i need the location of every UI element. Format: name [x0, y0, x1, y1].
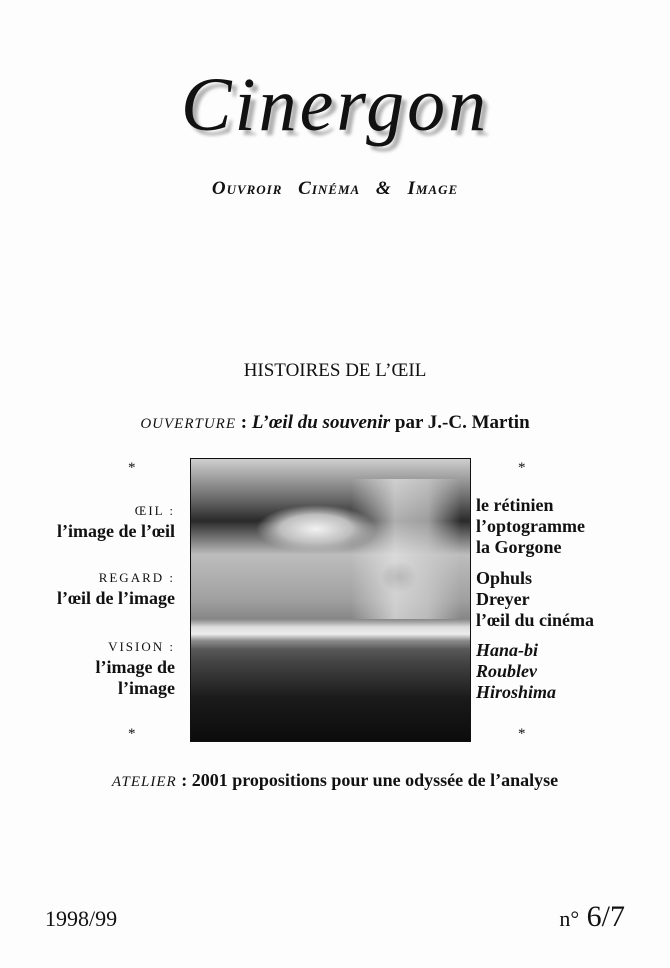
right-group-3	[476, 640, 556, 703]
article-title: Ophuls	[476, 568, 533, 588]
section-vision	[96, 636, 175, 699]
right-group-1	[476, 495, 585, 558]
separator-star: *	[128, 726, 136, 742]
issue-prefix: n°	[559, 906, 580, 931]
cover-photo-eye	[190, 458, 471, 742]
magazine-subtitle: Ouvroir Cinéma & Image	[211, 178, 459, 199]
ouverture-title: L’œil du souvenir	[251, 412, 391, 433]
issue-theme: HISTOIRES DE L’ŒIL	[243, 360, 427, 381]
atelier-label: ATELIER	[111, 774, 177, 790]
magazine-logo: Cinergon	[180, 63, 490, 147]
article-title: l’œil du cinéma	[476, 610, 595, 630]
ouverture-sep: :	[236, 412, 252, 433]
article-title: Dreyer	[476, 589, 530, 609]
article-title: le rétinien	[476, 495, 554, 515]
ouverture-label: OUVERTURE	[140, 416, 236, 432]
right-group-2	[476, 568, 594, 631]
section-label: REGARD :	[98, 570, 175, 585]
issue-year: 1998/99	[45, 906, 118, 931]
article-title: Hiroshima	[476, 682, 557, 702]
issue-value: 6/7	[586, 900, 625, 933]
section-regard	[57, 567, 175, 609]
article-title: la Gorgone	[476, 537, 562, 557]
issue-number	[559, 900, 625, 934]
article-title: l’optogramme	[476, 516, 585, 536]
article-title: Roublev	[476, 661, 537, 681]
separator-star: *	[518, 460, 526, 476]
section-line: l’image de l’œil	[57, 521, 175, 541]
section-oeil	[57, 500, 175, 542]
ouverture-author: par J.-C. Martin	[390, 412, 530, 433]
article-title: Hana-bi	[476, 640, 539, 660]
separator-star: *	[518, 726, 526, 742]
section-line: l’image	[118, 678, 175, 698]
section-line: l’image de	[95, 657, 175, 677]
separator-star: *	[128, 460, 136, 476]
atelier-line	[0, 770, 670, 791]
ouverture-line	[0, 412, 670, 434]
section-label: VISION :	[108, 639, 175, 654]
section-label: ŒIL :	[134, 503, 175, 518]
atelier-sep: :	[176, 770, 192, 790]
section-line: l’œil de l’image	[57, 588, 175, 608]
atelier-text: 2001 propositions pour une odyssée de l’analyse	[191, 770, 559, 790]
